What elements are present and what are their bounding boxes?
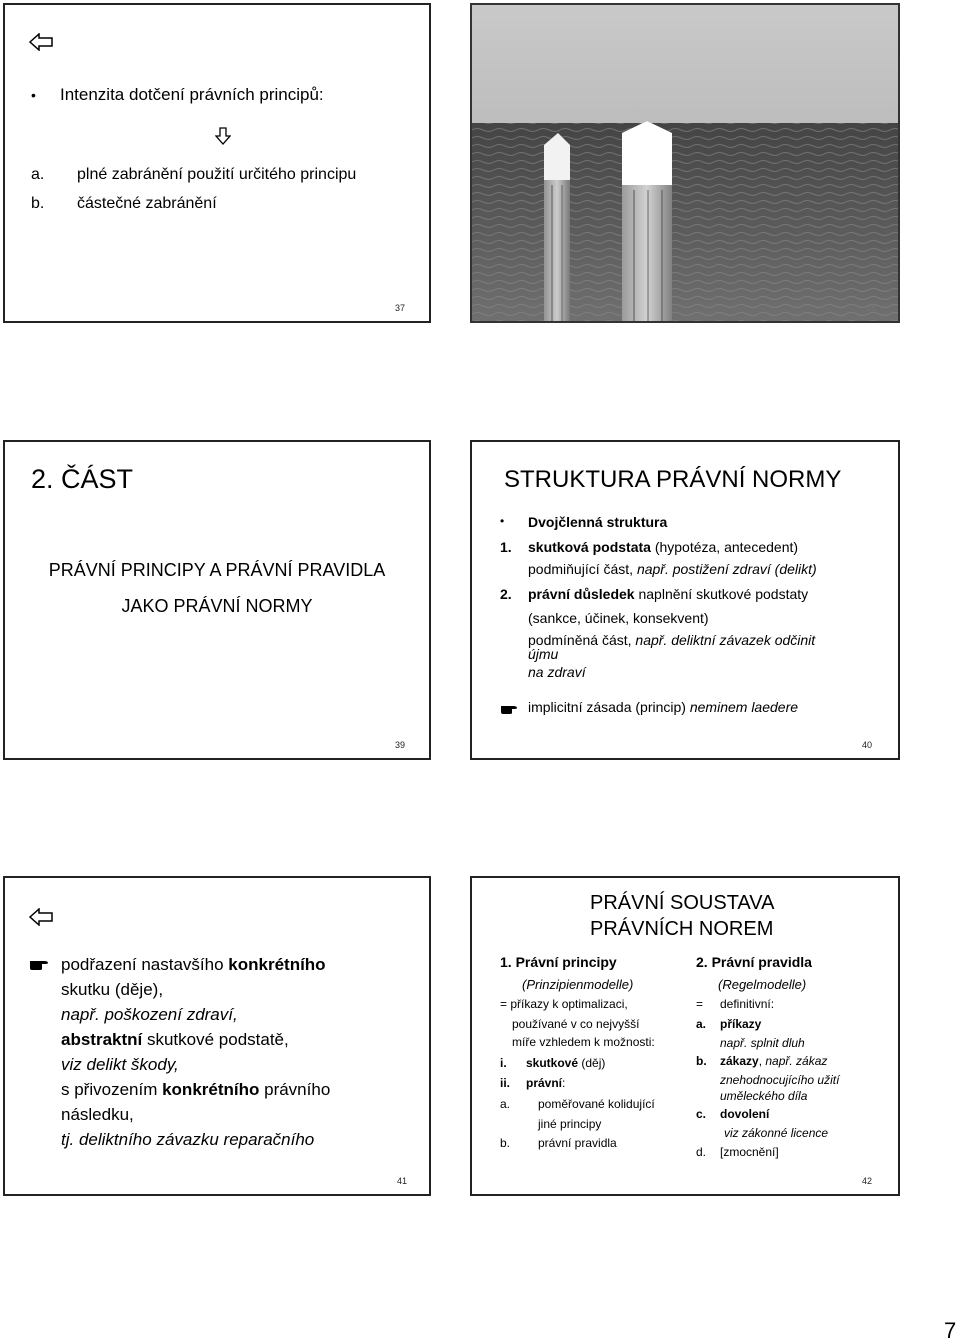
- list-item: plné zabránění použití určitého principu: [77, 166, 357, 183]
- text-line: míře vzhledem k možnosti:: [512, 1035, 655, 1049]
- slide-39-line2: JAKO PRÁVNÍ NORMY: [121, 596, 313, 616]
- list-marker: 1.: [500, 539, 512, 555]
- list-marker: a.: [31, 166, 45, 183]
- text-line: následku,: [61, 1105, 134, 1124]
- list-marker: c.: [696, 1107, 707, 1121]
- slide-40: [470, 440, 900, 760]
- list-item: skutkové (děj): [526, 1056, 606, 1070]
- slide-number: 38: [865, 303, 876, 313]
- list-marker: =: [696, 997, 704, 1011]
- bullet-dot: •: [500, 514, 505, 528]
- text-line: tj. deliktního závazku reparačního: [61, 1130, 315, 1149]
- outline-down-arrow-icon: [215, 127, 231, 150]
- slide-number: 40: [861, 740, 872, 750]
- list-item: částečné zabránění: [77, 195, 217, 212]
- list-item-detail: podmiňující část, např. postižení zdraví (delikt): [528, 561, 817, 577]
- rules-heading: 2. Právní pravidla: [696, 954, 812, 970]
- list-item: právní pravidla: [538, 1136, 617, 1150]
- list-item: jiné principy: [538, 1117, 602, 1131]
- slide-40-title: STRUKTURA PRÁVNÍ NORMY: [504, 466, 842, 493]
- slide-39-title: 2. ČÁST: [31, 464, 134, 494]
- slide-39: [3, 440, 431, 760]
- list-item: dovolení: [720, 1107, 770, 1121]
- list-item-detail: uměleckého díla: [720, 1089, 808, 1103]
- list-marker: d.: [696, 1145, 707, 1159]
- text-line: skutku (děje),: [61, 980, 164, 999]
- text-line: podřazení nastavšího konkrétního: [61, 955, 326, 974]
- list-item: zákazy, např. zákaz: [720, 1054, 828, 1068]
- principles-heading: 1. Právní principy: [500, 954, 617, 970]
- implicit-principle: implicitní zásada (princip) neminem laedere: [528, 699, 799, 715]
- slide-number: 41: [397, 1176, 408, 1186]
- page-number: 7: [944, 1318, 957, 1343]
- text-line: používané v co nejvyšší: [512, 1017, 640, 1031]
- list-item-detail: na zdraví: [528, 664, 586, 680]
- list-item-detail: viz zákonné licence: [724, 1126, 829, 1140]
- list-marker: a.: [696, 1017, 707, 1031]
- slide-42: [470, 876, 900, 1196]
- slide-37-heading: Intenzita dotčení právních principů:: [60, 85, 324, 104]
- list-item: [zmocnění]: [720, 1145, 779, 1159]
- list-item: právní:: [526, 1076, 566, 1090]
- slide-42-title: PRÁVNÍCH NOREM: [590, 918, 774, 940]
- list-marker: i.: [500, 1056, 507, 1070]
- list-item: skutková podstata (hypotéza, antecedent): [528, 539, 799, 555]
- text-line: abstraktní skutkové podstatě,: [61, 1030, 289, 1049]
- structure-heading: Dvojčlenná struktura: [528, 514, 668, 530]
- text-line: např. poškození zdraví,: [61, 1005, 238, 1024]
- rules-subheading: (Regelmodelle): [718, 977, 807, 992]
- slide-42-title: PRÁVNÍ SOUSTAVA: [590, 892, 775, 914]
- slide-number: 42: [861, 1176, 872, 1186]
- outline-left-arrow-icon: [29, 908, 53, 930]
- pointing-hand-icon: [500, 702, 518, 720]
- list-marker: b.: [696, 1054, 707, 1068]
- pointing-hand-icon: [29, 958, 49, 976]
- slide-number: 39: [395, 740, 406, 750]
- text-line: viz delikt škody,: [61, 1055, 179, 1074]
- list-item: definitivní:: [720, 997, 775, 1011]
- list-item-detail: podmíněná část, např. deliktní závazek odčinit: [528, 632, 816, 648]
- text-line: = příkazy k optimalizaci,: [500, 997, 628, 1011]
- list-marker: ii.: [500, 1076, 511, 1090]
- slide-38: [470, 3, 900, 323]
- list-marker: b.: [31, 195, 45, 212]
- list-marker: b.: [500, 1136, 511, 1150]
- list-item: poměřované kolidující: [538, 1097, 655, 1111]
- slide-41: [3, 876, 431, 1196]
- list-marker: a.: [500, 1097, 511, 1111]
- list-item-detail: (sankce, účinek, konsekvent): [528, 610, 709, 626]
- text-line: s přivozením konkrétního právního: [61, 1080, 331, 1099]
- list-item: právní důsledek naplnění skutkové podstaty: [528, 586, 809, 602]
- photo-two-wooden-posts-in-sea: [472, 5, 898, 321]
- list-marker: 2.: [500, 586, 512, 602]
- list-item-detail: např. splnit dluh: [720, 1036, 805, 1050]
- list-item-detail: újmu: [528, 646, 559, 662]
- bullet-dot: •: [31, 87, 36, 103]
- principles-subheading: (Prinzipienmodelle): [522, 977, 634, 992]
- slide-number: 37: [394, 303, 405, 313]
- list-item: příkazy: [720, 1017, 762, 1031]
- outline-left-arrow-icon: [29, 33, 53, 55]
- slide-41-text: [61, 952, 330, 1152]
- slide-39-line1: PRÁVNÍ PRINCIPY A PRÁVNÍ PRAVIDLA: [48, 560, 386, 580]
- list-item-detail: znehodnocujícího užití: [720, 1073, 840, 1087]
- slide-37: [3, 3, 431, 323]
